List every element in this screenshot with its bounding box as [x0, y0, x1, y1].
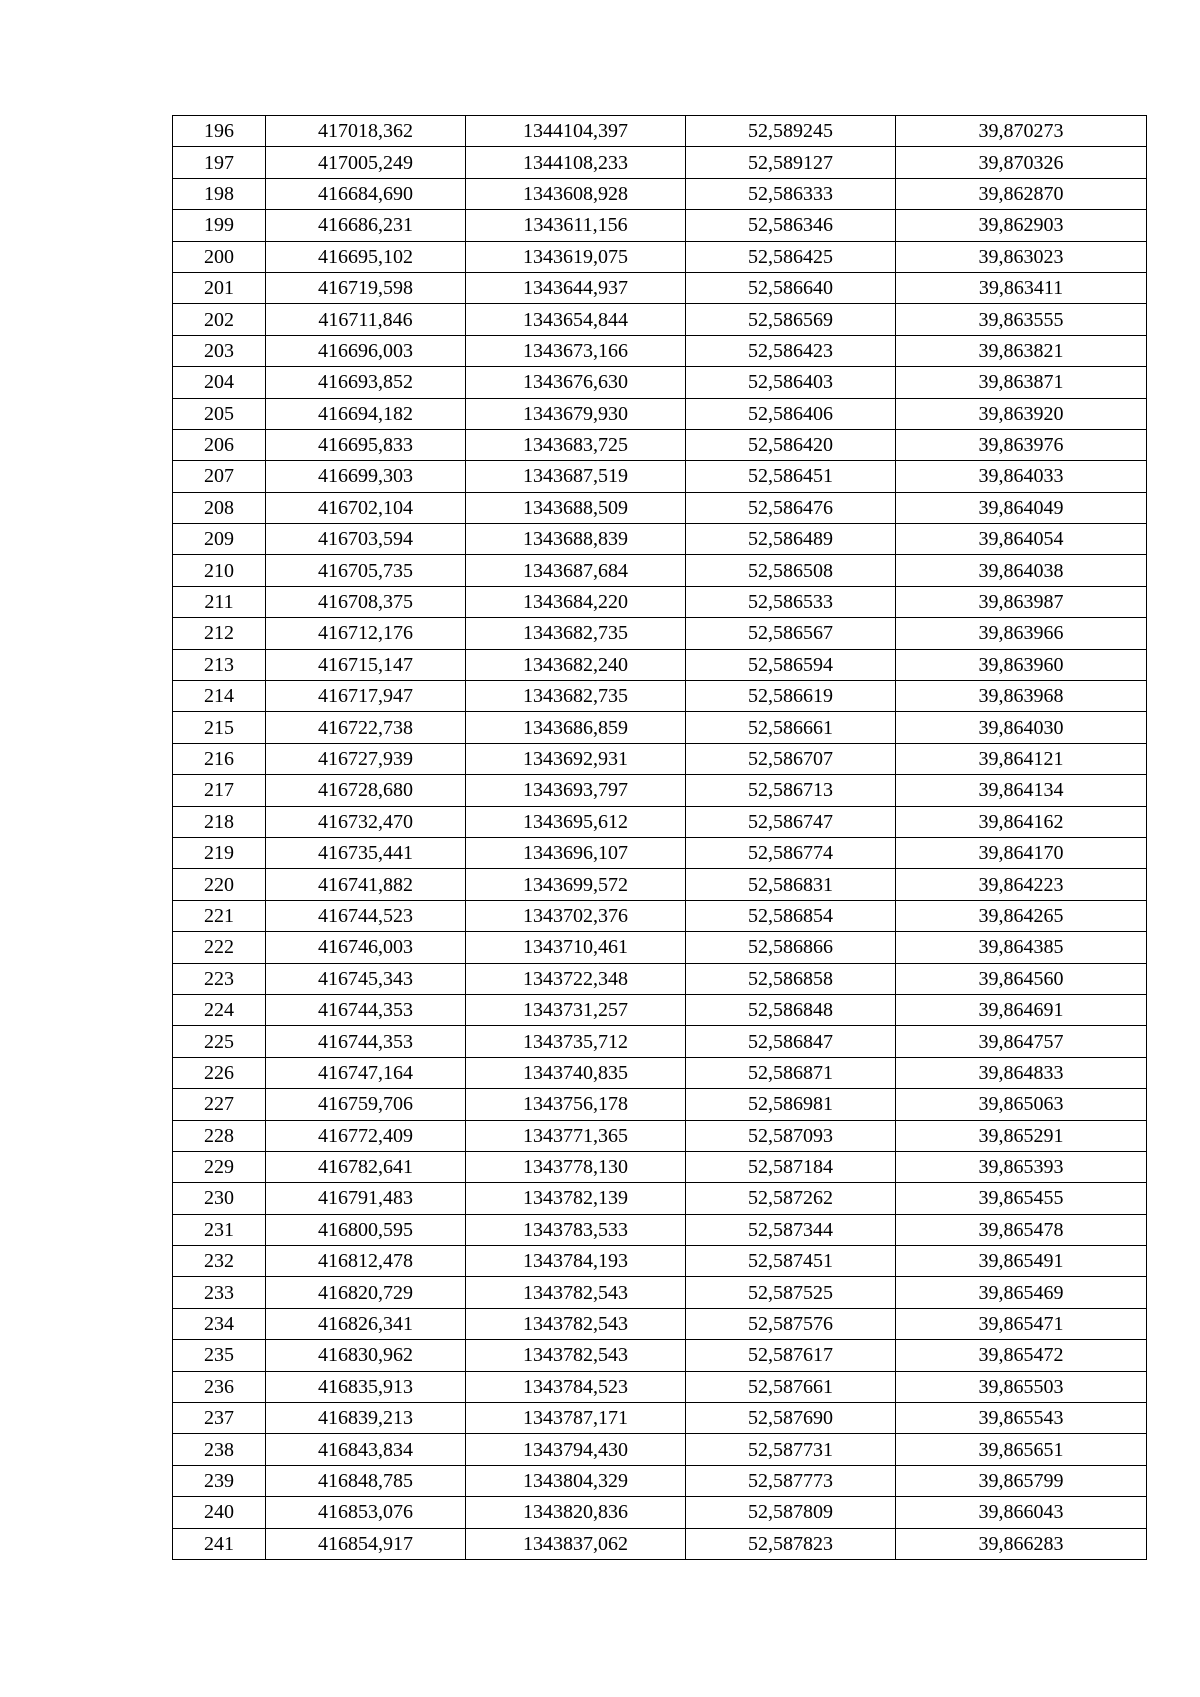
coord-y-cell: 1343782,543 [466, 1277, 686, 1308]
point-number-cell: 212 [173, 618, 266, 649]
latitude-cell: 52,587823 [686, 1528, 896, 1559]
coord-y-cell: 1343756,178 [466, 1089, 686, 1120]
table-row [173, 461, 1147, 492]
point-number-cell: 206 [173, 429, 266, 460]
coord-y-cell: 1343794,430 [466, 1434, 686, 1465]
point-number-cell: 240 [173, 1497, 266, 1528]
longitude-cell: 39,870273 [896, 116, 1147, 147]
table-row [173, 775, 1147, 806]
table-row [173, 963, 1147, 994]
coord-x-cell: 416839,213 [266, 1403, 466, 1434]
coord-y-cell: 1343702,376 [466, 900, 686, 931]
latitude-cell: 52,587617 [686, 1340, 896, 1371]
longitude-cell: 39,865472 [896, 1340, 1147, 1371]
point-number-cell: 215 [173, 712, 266, 743]
table-row [173, 681, 1147, 712]
table-row [173, 178, 1147, 209]
longitude-cell: 39,863871 [896, 367, 1147, 398]
coord-y-cell: 1343684,220 [466, 586, 686, 617]
coord-x-cell: 416717,947 [266, 681, 466, 712]
table-row [173, 272, 1147, 303]
coord-x-cell: 416732,470 [266, 806, 466, 837]
longitude-cell: 39,865063 [896, 1089, 1147, 1120]
latitude-cell: 52,587262 [686, 1183, 896, 1214]
coord-x-cell: 416772,409 [266, 1120, 466, 1151]
table-row [173, 586, 1147, 617]
table-row [173, 1026, 1147, 1057]
coord-y-cell: 1343735,712 [466, 1026, 686, 1057]
latitude-cell: 52,586425 [686, 241, 896, 272]
table-row [173, 555, 1147, 586]
latitude-cell: 52,586420 [686, 429, 896, 460]
point-number-cell: 204 [173, 367, 266, 398]
longitude-cell: 39,866043 [896, 1497, 1147, 1528]
point-number-cell: 230 [173, 1183, 266, 1214]
latitude-cell: 52,586847 [686, 1026, 896, 1057]
latitude-cell: 52,586858 [686, 963, 896, 994]
latitude-cell: 52,586854 [686, 900, 896, 931]
latitude-cell: 52,589245 [686, 116, 896, 147]
point-number-cell: 229 [173, 1151, 266, 1182]
coord-y-cell: 1343688,839 [466, 524, 686, 555]
latitude-cell: 52,586406 [686, 398, 896, 429]
coord-y-cell: 1343722,348 [466, 963, 686, 994]
latitude-cell: 52,586567 [686, 618, 896, 649]
point-number-cell: 218 [173, 806, 266, 837]
table-row [173, 210, 1147, 241]
coord-x-cell: 417018,362 [266, 116, 466, 147]
coord-x-cell: 416693,852 [266, 367, 466, 398]
table-row [173, 524, 1147, 555]
point-number-cell: 226 [173, 1057, 266, 1088]
coord-x-cell: 416800,595 [266, 1214, 466, 1245]
longitude-cell: 39,865543 [896, 1403, 1147, 1434]
table-row [173, 1183, 1147, 1214]
table-row [173, 806, 1147, 837]
point-number-cell: 207 [173, 461, 266, 492]
coord-x-cell: 416848,785 [266, 1465, 466, 1496]
coord-y-cell: 1344108,233 [466, 147, 686, 178]
longitude-cell: 39,863821 [896, 335, 1147, 366]
coord-x-cell: 416782,641 [266, 1151, 466, 1182]
coord-y-cell: 1343687,684 [466, 555, 686, 586]
latitude-cell: 52,586866 [686, 932, 896, 963]
table-row [173, 241, 1147, 272]
table-row [173, 116, 1147, 147]
point-number-cell: 203 [173, 335, 266, 366]
longitude-cell: 39,864833 [896, 1057, 1147, 1088]
table-row [173, 429, 1147, 460]
coord-y-cell: 1343682,735 [466, 681, 686, 712]
coord-x-cell: 416708,375 [266, 586, 466, 617]
coord-x-cell: 416727,939 [266, 743, 466, 774]
longitude-cell: 39,865393 [896, 1151, 1147, 1182]
longitude-cell: 39,866283 [896, 1528, 1147, 1559]
longitude-cell: 39,863976 [896, 429, 1147, 460]
longitude-cell: 39,865651 [896, 1434, 1147, 1465]
table-row [173, 1214, 1147, 1245]
longitude-cell: 39,865455 [896, 1183, 1147, 1214]
point-number-cell: 223 [173, 963, 266, 994]
point-number-cell: 222 [173, 932, 266, 963]
longitude-cell: 39,864385 [896, 932, 1147, 963]
coord-x-cell: 416744,353 [266, 1026, 466, 1057]
table-row [173, 304, 1147, 335]
longitude-cell: 39,863960 [896, 649, 1147, 680]
longitude-cell: 39,864049 [896, 492, 1147, 523]
longitude-cell: 39,862903 [896, 210, 1147, 241]
coord-y-cell: 1343784,523 [466, 1371, 686, 1402]
coord-x-cell: 416702,104 [266, 492, 466, 523]
point-number-cell: 233 [173, 1277, 266, 1308]
latitude-cell: 52,586713 [686, 775, 896, 806]
longitude-cell: 39,870326 [896, 147, 1147, 178]
coord-y-cell: 1343619,075 [466, 241, 686, 272]
longitude-cell: 39,865503 [896, 1371, 1147, 1402]
coord-y-cell: 1343693,797 [466, 775, 686, 806]
point-number-cell: 231 [173, 1214, 266, 1245]
coord-x-cell: 416735,441 [266, 837, 466, 868]
latitude-cell: 52,586508 [686, 555, 896, 586]
coord-y-cell: 1343683,725 [466, 429, 686, 460]
point-number-cell: 220 [173, 869, 266, 900]
longitude-cell: 39,864033 [896, 461, 1147, 492]
point-number-cell: 232 [173, 1246, 266, 1277]
latitude-cell: 52,586871 [686, 1057, 896, 1088]
point-number-cell: 210 [173, 555, 266, 586]
coord-x-cell: 417005,249 [266, 147, 466, 178]
table-row [173, 743, 1147, 774]
table-row [173, 1340, 1147, 1371]
coord-y-cell: 1343611,156 [466, 210, 686, 241]
longitude-cell: 39,864223 [896, 869, 1147, 900]
longitude-cell: 39,865469 [896, 1277, 1147, 1308]
coord-y-cell: 1343784,193 [466, 1246, 686, 1277]
point-number-cell: 217 [173, 775, 266, 806]
coord-y-cell: 1343692,931 [466, 743, 686, 774]
latitude-cell: 52,587731 [686, 1434, 896, 1465]
table-row [173, 712, 1147, 743]
point-number-cell: 238 [173, 1434, 266, 1465]
table-row [173, 398, 1147, 429]
coord-x-cell: 416712,176 [266, 618, 466, 649]
latitude-cell: 52,586774 [686, 837, 896, 868]
coord-y-cell: 1343837,062 [466, 1528, 686, 1559]
coord-y-cell: 1343682,240 [466, 649, 686, 680]
coord-y-cell: 1343644,937 [466, 272, 686, 303]
latitude-cell: 52,589127 [686, 147, 896, 178]
coord-y-cell: 1343820,836 [466, 1497, 686, 1528]
point-number-cell: 219 [173, 837, 266, 868]
coord-x-cell: 416747,164 [266, 1057, 466, 1088]
longitude-cell: 39,865291 [896, 1120, 1147, 1151]
coord-y-cell: 1343673,166 [466, 335, 686, 366]
table-row [173, 1246, 1147, 1277]
coord-y-cell: 1343686,859 [466, 712, 686, 743]
table-row [173, 1465, 1147, 1496]
latitude-cell: 52,586333 [686, 178, 896, 209]
coord-x-cell: 416835,913 [266, 1371, 466, 1402]
longitude-cell: 39,864121 [896, 743, 1147, 774]
latitude-cell: 52,587525 [686, 1277, 896, 1308]
latitude-cell: 52,586423 [686, 335, 896, 366]
table-row [173, 1089, 1147, 1120]
coord-x-cell: 416728,680 [266, 775, 466, 806]
point-number-cell: 208 [173, 492, 266, 523]
longitude-cell: 39,863023 [896, 241, 1147, 272]
table-row [173, 1528, 1147, 1559]
table-row [173, 1057, 1147, 1088]
longitude-cell: 39,864170 [896, 837, 1147, 868]
coord-y-cell: 1343696,107 [466, 837, 686, 868]
longitude-cell: 39,864757 [896, 1026, 1147, 1057]
table-row [173, 618, 1147, 649]
coord-x-cell: 416705,735 [266, 555, 466, 586]
latitude-cell: 52,586707 [686, 743, 896, 774]
longitude-cell: 39,865799 [896, 1465, 1147, 1496]
coord-x-cell: 416854,917 [266, 1528, 466, 1559]
coord-x-cell: 416741,882 [266, 869, 466, 900]
table-row [173, 1277, 1147, 1308]
table-row [173, 1371, 1147, 1402]
latitude-cell: 52,586594 [686, 649, 896, 680]
coord-y-cell: 1343679,930 [466, 398, 686, 429]
coord-y-cell: 1343687,519 [466, 461, 686, 492]
coord-x-cell: 416826,341 [266, 1308, 466, 1339]
table-row [173, 1403, 1147, 1434]
coord-x-cell: 416820,729 [266, 1277, 466, 1308]
latitude-cell: 52,586403 [686, 367, 896, 398]
longitude-cell: 39,862870 [896, 178, 1147, 209]
table-row [173, 932, 1147, 963]
coord-x-cell: 416719,598 [266, 272, 466, 303]
coord-x-cell: 416744,353 [266, 994, 466, 1025]
latitude-cell: 52,586661 [686, 712, 896, 743]
coord-x-cell: 416695,833 [266, 429, 466, 460]
coord-x-cell: 416703,594 [266, 524, 466, 555]
coord-x-cell: 416830,962 [266, 1340, 466, 1371]
latitude-cell: 52,586489 [686, 524, 896, 555]
longitude-cell: 39,863920 [896, 398, 1147, 429]
point-number-cell: 237 [173, 1403, 266, 1434]
coord-y-cell: 1343608,928 [466, 178, 686, 209]
coord-x-cell: 416812,478 [266, 1246, 466, 1277]
latitude-cell: 52,586981 [686, 1089, 896, 1120]
latitude-cell: 52,586747 [686, 806, 896, 837]
latitude-cell: 52,586831 [686, 869, 896, 900]
coord-x-cell: 416843,834 [266, 1434, 466, 1465]
coord-y-cell: 1343782,543 [466, 1308, 686, 1339]
longitude-cell: 39,864265 [896, 900, 1147, 931]
longitude-cell: 39,864162 [896, 806, 1147, 837]
longitude-cell: 39,864054 [896, 524, 1147, 555]
longitude-cell: 39,864691 [896, 994, 1147, 1025]
point-number-cell: 236 [173, 1371, 266, 1402]
latitude-cell: 52,586476 [686, 492, 896, 523]
coord-x-cell: 416745,343 [266, 963, 466, 994]
coord-x-cell: 416791,483 [266, 1183, 466, 1214]
latitude-cell: 52,586346 [686, 210, 896, 241]
latitude-cell: 52,587184 [686, 1151, 896, 1182]
table-row [173, 837, 1147, 868]
longitude-cell: 39,864134 [896, 775, 1147, 806]
coord-x-cell: 416715,147 [266, 649, 466, 680]
point-number-cell: 224 [173, 994, 266, 1025]
coord-y-cell: 1343782,543 [466, 1340, 686, 1371]
point-number-cell: 239 [173, 1465, 266, 1496]
latitude-cell: 52,587809 [686, 1497, 896, 1528]
table-row [173, 900, 1147, 931]
table-row [173, 869, 1147, 900]
coord-y-cell: 1343710,461 [466, 932, 686, 963]
latitude-cell: 52,587661 [686, 1371, 896, 1402]
coord-y-cell: 1343782,139 [466, 1183, 686, 1214]
point-number-cell: 209 [173, 524, 266, 555]
table-row [173, 1308, 1147, 1339]
table-row [173, 492, 1147, 523]
point-number-cell: 196 [173, 116, 266, 147]
coordinates-table-body [173, 116, 1147, 1560]
latitude-cell: 52,586619 [686, 681, 896, 712]
longitude-cell: 39,863411 [896, 272, 1147, 303]
coordinates-table [172, 115, 1147, 1560]
table-row [173, 1434, 1147, 1465]
latitude-cell: 52,586451 [686, 461, 896, 492]
latitude-cell: 52,587344 [686, 1214, 896, 1245]
latitude-cell: 52,586569 [686, 304, 896, 335]
point-number-cell: 214 [173, 681, 266, 712]
point-number-cell: 216 [173, 743, 266, 774]
point-number-cell: 227 [173, 1089, 266, 1120]
latitude-cell: 52,587451 [686, 1246, 896, 1277]
coord-x-cell: 416711,846 [266, 304, 466, 335]
coord-x-cell: 416686,231 [266, 210, 466, 241]
latitude-cell: 52,586640 [686, 272, 896, 303]
point-number-cell: 211 [173, 586, 266, 617]
table-row [173, 367, 1147, 398]
coord-y-cell: 1343804,329 [466, 1465, 686, 1496]
point-number-cell: 202 [173, 304, 266, 335]
point-number-cell: 235 [173, 1340, 266, 1371]
table-row [173, 147, 1147, 178]
longitude-cell: 39,865491 [896, 1246, 1147, 1277]
coord-y-cell: 1343783,533 [466, 1214, 686, 1245]
coord-x-cell: 416722,738 [266, 712, 466, 743]
longitude-cell: 39,864038 [896, 555, 1147, 586]
point-number-cell: 200 [173, 241, 266, 272]
point-number-cell: 225 [173, 1026, 266, 1057]
coord-x-cell: 416744,523 [266, 900, 466, 931]
longitude-cell: 39,863987 [896, 586, 1147, 617]
latitude-cell: 52,587690 [686, 1403, 896, 1434]
point-number-cell: 221 [173, 900, 266, 931]
coord-y-cell: 1343676,630 [466, 367, 686, 398]
coord-y-cell: 1343771,365 [466, 1120, 686, 1151]
coord-x-cell: 416853,076 [266, 1497, 466, 1528]
longitude-cell: 39,865478 [896, 1214, 1147, 1245]
point-number-cell: 205 [173, 398, 266, 429]
table-row [173, 335, 1147, 366]
coord-y-cell: 1343688,509 [466, 492, 686, 523]
longitude-cell: 39,865471 [896, 1308, 1147, 1339]
coord-y-cell: 1343778,130 [466, 1151, 686, 1182]
coord-x-cell: 416759,706 [266, 1089, 466, 1120]
coord-y-cell: 1344104,397 [466, 116, 686, 147]
table-row [173, 994, 1147, 1025]
table-row [173, 649, 1147, 680]
longitude-cell: 39,863555 [896, 304, 1147, 335]
latitude-cell: 52,587773 [686, 1465, 896, 1496]
coord-y-cell: 1343787,171 [466, 1403, 686, 1434]
point-number-cell: 213 [173, 649, 266, 680]
longitude-cell: 39,864030 [896, 712, 1147, 743]
coord-x-cell: 416695,102 [266, 241, 466, 272]
longitude-cell: 39,863968 [896, 681, 1147, 712]
latitude-cell: 52,587576 [686, 1308, 896, 1339]
table-row [173, 1120, 1147, 1151]
longitude-cell: 39,864560 [896, 963, 1147, 994]
coord-y-cell: 1343731,257 [466, 994, 686, 1025]
coord-x-cell: 416699,303 [266, 461, 466, 492]
point-number-cell: 234 [173, 1308, 266, 1339]
point-number-cell: 199 [173, 210, 266, 241]
point-number-cell: 197 [173, 147, 266, 178]
latitude-cell: 52,586848 [686, 994, 896, 1025]
coord-x-cell: 416694,182 [266, 398, 466, 429]
latitude-cell: 52,586533 [686, 586, 896, 617]
point-number-cell: 241 [173, 1528, 266, 1559]
coord-y-cell: 1343699,572 [466, 869, 686, 900]
coord-y-cell: 1343695,612 [466, 806, 686, 837]
table-row [173, 1151, 1147, 1182]
coord-y-cell: 1343740,835 [466, 1057, 686, 1088]
point-number-cell: 198 [173, 178, 266, 209]
coord-x-cell: 416746,003 [266, 932, 466, 963]
point-number-cell: 201 [173, 272, 266, 303]
table-row [173, 1497, 1147, 1528]
coord-x-cell: 416696,003 [266, 335, 466, 366]
coord-y-cell: 1343654,844 [466, 304, 686, 335]
point-number-cell: 228 [173, 1120, 266, 1151]
coord-y-cell: 1343682,735 [466, 618, 686, 649]
coord-x-cell: 416684,690 [266, 178, 466, 209]
latitude-cell: 52,587093 [686, 1120, 896, 1151]
longitude-cell: 39,863966 [896, 618, 1147, 649]
